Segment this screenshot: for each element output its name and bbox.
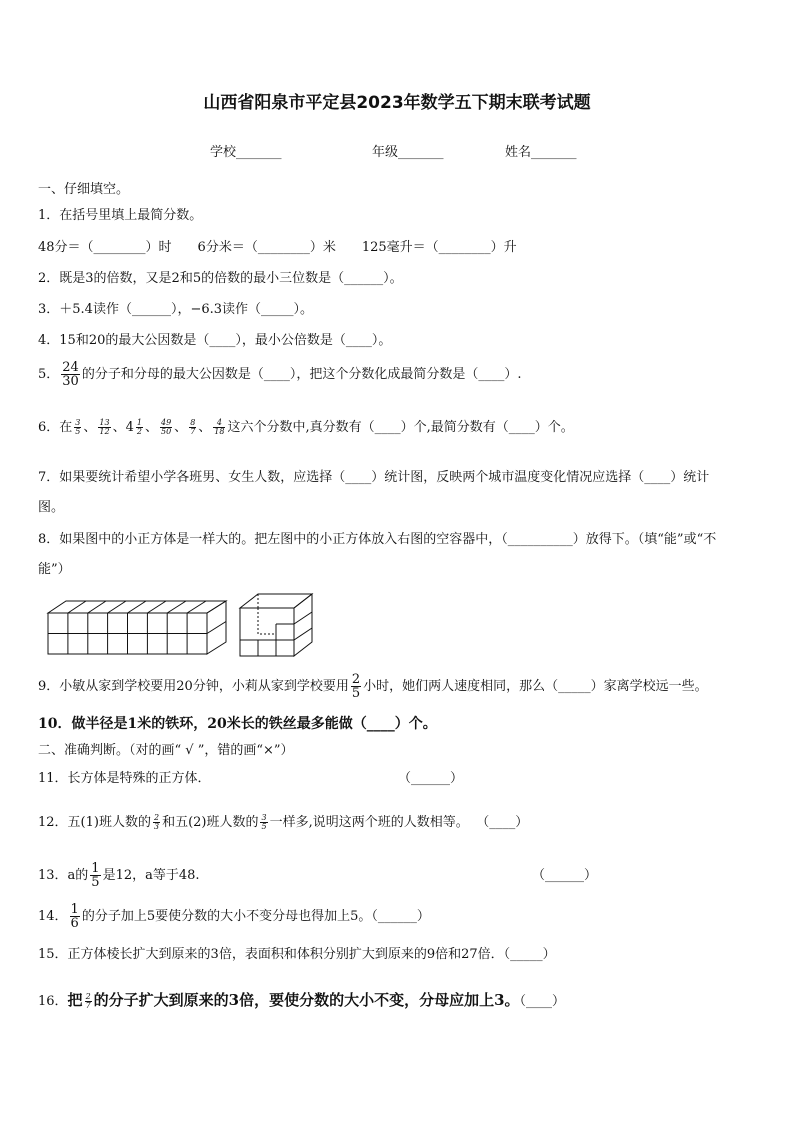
question-8-line-2: 能”） [38,562,71,577]
section-1-heading: 一、仔细填空。 [38,182,130,197]
question-7-line-2: 图。 [38,500,65,515]
answer-blank: （____） [519,994,566,1009]
question-16: 16．把 $\frac{2}{7}$ 的分子扩大到原来的3倍，要使分数的大小不变，分母应加上3。（____） [38,991,566,1010]
fraction-1-2: $\frac{1}{2}$ [136,418,142,436]
fraction-49-50: $\frac{49}{50}$ [160,418,172,436]
fraction-1-5: $\frac{1}{5}$ [91,861,100,890]
question-1-intro: 1．在括号里填上最简分数。 [38,208,203,223]
question-2: 2．既是3的倍数，又是2和5的倍数的最小三位数是（______）。 [38,271,403,286]
question-11: 11．长方体是特殊的正方体． （______） [38,771,464,786]
question-15: 15．正方体棱长扩大到原来的3倍，表面积和体积分别扩大到原来的9倍和27倍．（_____） [38,947,556,962]
question-8-line-1: 8．如果图中的小正方体是一样大的。把左图中的小正方体放入右图的空容器中，（__________）放得下。（填“能”或“不 [38,532,717,547]
fraction-3-5: $\frac{3}{5}$ [261,813,267,831]
section-2-heading: 二、准确判断。（对的画“ √ ”，错的画“×”） [38,743,294,758]
fraction-8-7: $\frac{8}{7}$ [190,418,196,436]
question-14: 14． $\frac{1}{6}$ 的分子加上5要使分数的大小不变分母也得加上5。（______） [38,902,430,931]
fraction-2-5: $\frac{2}{5}$ [351,672,361,701]
question-3: 3．＋5.4读作（______），−6.3读作（_____）。 [38,302,314,317]
question-7-line-1: 7．如果要统计希望小学各班男、女生人数，应选择（____）统计图，反映两个城市温度变化情况应选择（____）统计 [38,470,710,485]
mixed-number-whole: 4 [125,420,134,435]
fraction-1-6: $\frac{1}{6}$ [70,902,79,931]
cube-block-figure [46,598,230,658]
fraction-4-18: $\frac{4}{18}$ [214,418,225,436]
fraction-13-12: $\frac{13}{12}$ [99,418,110,436]
answer-blank: （____） [482,815,529,830]
fraction-3-5: $\frac{3}{5}$ [75,418,81,436]
question-12: 12．五(1)班人数的 $\frac{2}{3}$ 和五(2)班人数的 $\frac{3}{5}$ 一样多,说明这两个班的人数相等。 （____） [38,813,529,831]
answer-blank: （______） [532,868,598,883]
question-9: 9．小敏从家到学校要用20分钟，小莉从家到学校要用 $\frac{2}{5}$ 小时，她们两人速度相同，那么（_____）家离学校远一些。 [38,672,708,701]
question-13: 13．a的 $\frac{1}{5}$ 是12，a等于48. （______） [38,858,200,894]
question-4: 4．15和20的最大公因数是（____），最小公倍数是（____）。 [38,333,392,348]
fraction-24-30: $\frac{24}{30}$ [62,360,79,389]
question-5: 5． $\frac{24}{30}$ 的分子和分母的最大公因数是（____），把这个分数化成最简分数是（____）. [38,360,522,389]
page-title: 山西省阳泉市平定县2023年数学五下期末联考试题 [203,93,591,113]
question-1-items: 48分＝（________）时 6分米＝（________）米 125毫升＝（________）升 [38,240,517,255]
grade-field: 年级_______ [372,145,444,160]
question-10: 10．做半径是1米的铁环，20米长的铁丝最多能做（____）个。 [38,716,437,732]
fraction-2-3: $\frac{2}{3}$ [153,813,160,831]
school-field: 学校_______ [210,145,282,160]
question-6: 6．在 $\frac{3}{5}$ 、 $\frac{13}{12}$ 、4 $\frac{1}{2}$ 、 $\frac{49}{50}$ 、 $\frac{8}{7}$ 、 $\frac{4}{18}$ 这六个分数中,真分数有（____）个,最简分数有（____）个。 [38,418,574,436]
container-figure [236,590,316,660]
fraction-2-7: $\frac{2}{7}$ [85,991,91,1010]
name-field: 姓名_______ [505,145,577,160]
answer-blank: （______） [398,771,464,786]
